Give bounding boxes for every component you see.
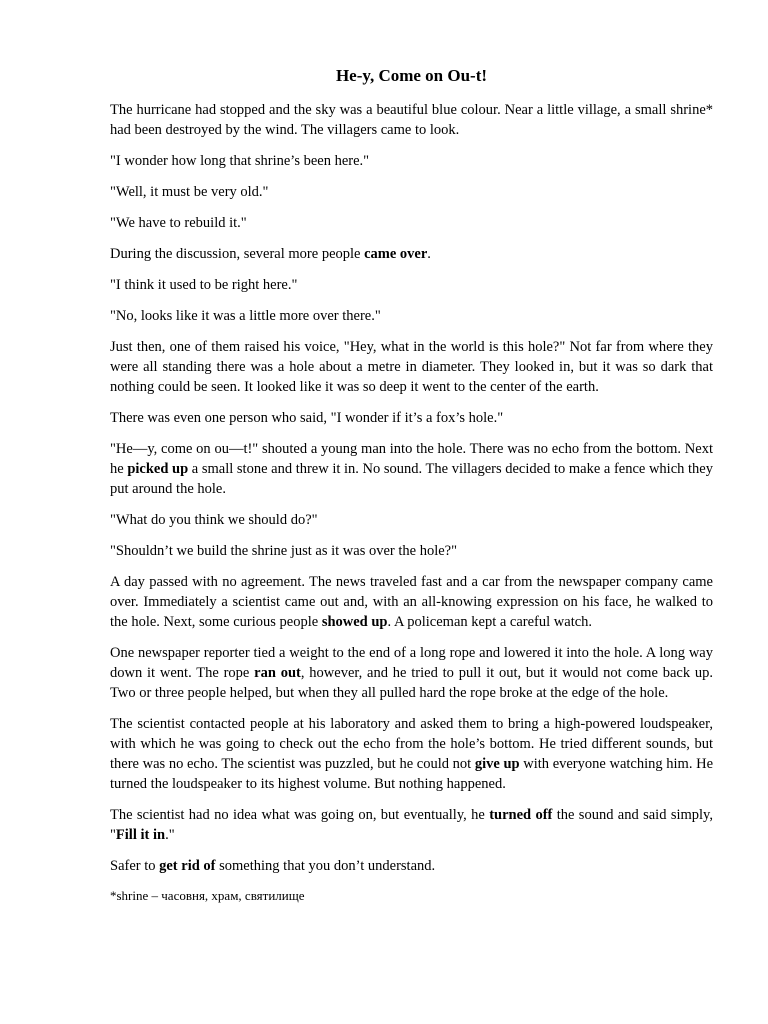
text-run: The scientist had no idea what was going on, but eventually, he <box>110 807 490 823</box>
bold-phrase: picked up <box>127 461 189 477</box>
text-run: "We have to rebuild it." <box>110 215 247 231</box>
page-title: He-y, Come on Ou-t! <box>335 66 488 85</box>
text-run: , however, and he tried to pull it out, but it would not come back up. Two or three people helped, but when they all pulled hard the rope broke at the edge of the hole. <box>110 665 713 701</box>
paragraph <box>110 244 713 264</box>
paragraph <box>110 510 713 530</box>
bold-phrase: turned off <box>489 807 553 823</box>
paragraph <box>110 439 713 499</box>
paragraph <box>110 714 713 794</box>
paragraph <box>110 213 713 233</box>
text-run: . <box>427 246 431 262</box>
paragraph <box>110 100 713 140</box>
text-run: "I think it used to be right here." <box>110 277 298 293</box>
paragraph <box>110 182 713 202</box>
paragraph <box>110 541 713 561</box>
text-run: a small stone and threw it in. No sound. The villagers decided to make a fence which they put around the hole. <box>110 461 713 497</box>
text-run: "No, looks like it was a little more over there." <box>110 308 381 324</box>
body-text <box>110 100 713 876</box>
bold-phrase: give up <box>474 756 520 772</box>
text-run: The scientist contacted people at his laboratory and asked them to bring a high-powered loudspeaker, with which he was going to check out the echo from the hole’s bottom. He tried different sounds, but there was no echo. The scientist was puzzled, but he could not <box>110 716 713 772</box>
text-run: During the discussion, several more people <box>110 246 365 262</box>
text-run: . A policeman kept a careful watch. <box>387 614 593 630</box>
bold-phrase: showed up <box>321 614 388 630</box>
text-run: the sound and said simply, " <box>110 807 713 843</box>
paragraph <box>110 643 713 703</box>
bold-phrase: came over <box>364 246 428 262</box>
footnote: *shrine – часовня, храм, святилище <box>110 888 305 903</box>
text-run: Safer to <box>110 858 160 874</box>
text-run: "Well, it must be very old." <box>110 184 269 200</box>
text-run: ." <box>165 827 175 843</box>
text-run: "What do you think we should do?" <box>110 512 318 528</box>
paragraph <box>110 151 713 171</box>
paragraph <box>110 306 713 326</box>
bold-phrase: ran out <box>254 665 301 681</box>
text-run: There was even one person who said, "I wonder if it’s a fox’s hole." <box>110 410 504 426</box>
paragraph <box>110 572 713 632</box>
text-run: One newspaper reporter tied a weight to the end of a long rope and lowered it into the hole. A long way down it went. The rope <box>110 645 713 681</box>
bold-phrase: Fill it in <box>115 827 166 843</box>
bold-phrase: get rid of <box>159 858 216 874</box>
paragraph <box>110 275 713 295</box>
paragraph <box>110 337 713 397</box>
text-run: A day passed with no agreement. The news traveled fast and a car from the newspaper company came over. Immediately a scientist came out and, with an all-knowing expression on his face, he walked to the hole. Next, some curious people <box>110 574 713 630</box>
text-run: with everyone watching him. He turned the loudspeaker to its highest volume. But nothing happened. <box>110 756 714 792</box>
text-run: "I wonder how long that shrine’s been here." <box>110 153 370 169</box>
text-run: The hurricane had stopped and the sky was a beautiful blue colour. Near a little village, a small shrine* had been destroyed by the wind. The villagers came to look. <box>110 102 713 138</box>
text-run: "He—y, come on ou—t!" shouted a young man into the hole. There was no echo from the bottom. Next he <box>110 441 713 477</box>
paragraph <box>110 805 713 845</box>
text-run: "Shouldn’t we build the shrine just as it was over the hole?" <box>110 543 458 559</box>
paragraph <box>110 408 713 428</box>
text-run: Just then, one of them raised his voice, "Hey, what in the world is this hole?" Not far from where they were all standing there was a hole about a metre in diameter. They looked in, but it was so dark that nothing could be seen. It looked like it was so deep it went to the center of the earth. <box>110 339 713 395</box>
paragraph <box>110 856 713 876</box>
text-run: something that you don’t understand. <box>215 858 436 874</box>
